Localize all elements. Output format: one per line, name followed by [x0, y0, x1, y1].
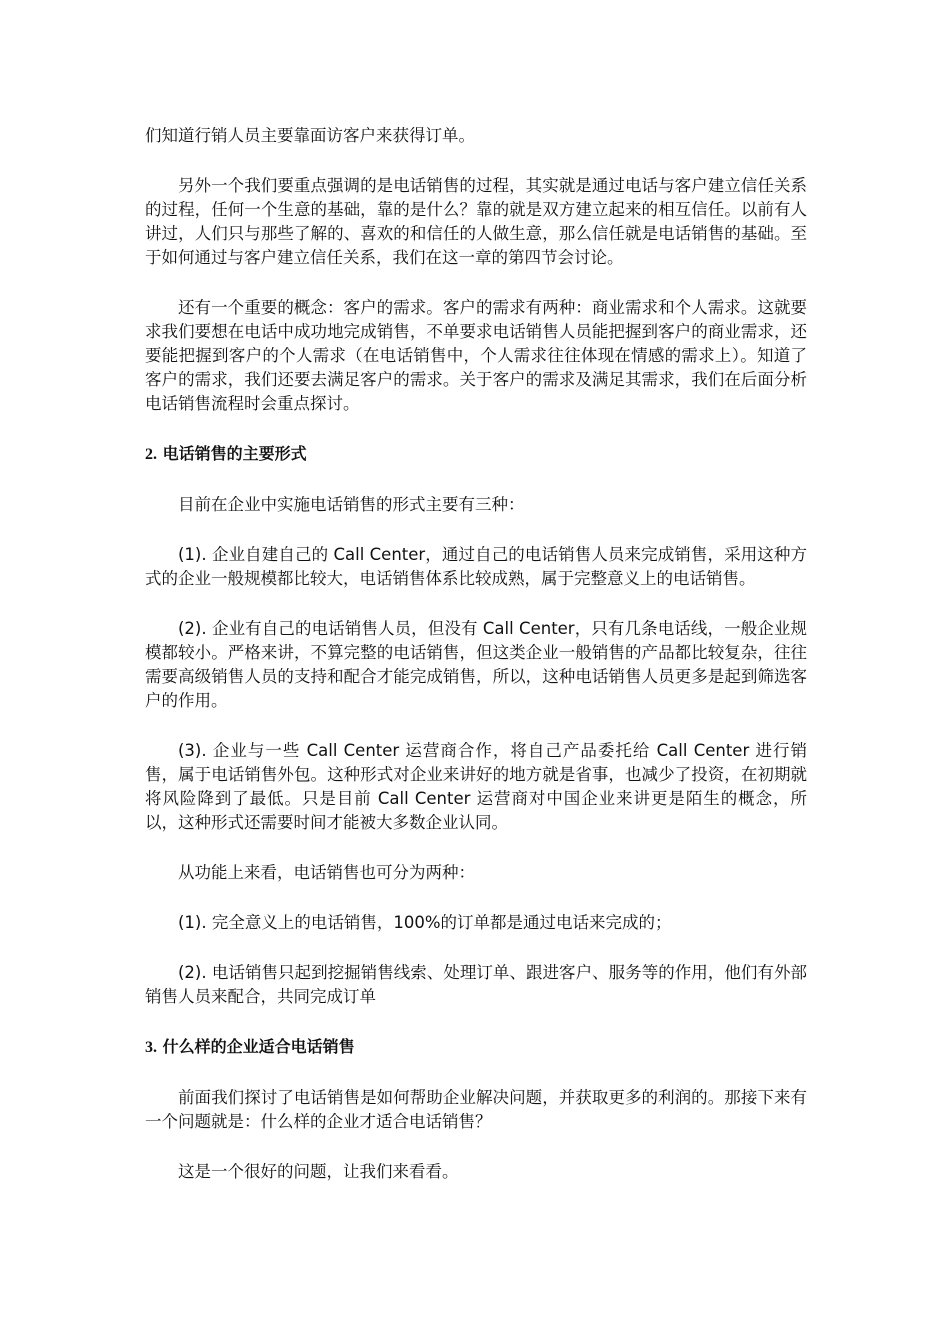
section-title: 电话销售的主要形式 — [162, 444, 307, 463]
paragraph: (2). 电话销售只起到挖掘销售线索、处理订单、跟进客户、服务等的作用，他们有外部销售人员来配合，共同完成订单 — [145, 963, 807, 1006]
paragraph: (2). 企业有自己的电话销售人员，但没有 Call Center，只有几条电话线，一般企业规模都较小。严格来讲，不算完整的电话销售，但这类企业一般销售的产品都比较复杂，往往需要高级销售人员的支持和配合才能完成销售，所以，这种电话销售人员更多是起到筛选客户的作用。 — [145, 619, 807, 710]
section-number: 2. — [145, 446, 157, 463]
paragraph: 从功能上来看，电话销售也可分为两种： — [178, 863, 475, 882]
paragraph: (1). 企业自建自己的 Call Center，通过自己的电话销售人员来完成销售，采用这种方式的企业一般规模都比较大，电话销售体系比较成熟，属于完整意义上的电话销售。 — [145, 545, 807, 588]
paragraph: 这是一个很好的问题，让我们来看看。 — [178, 1162, 459, 1181]
paragraph: 们知道行销人员主要靠面访客户来获得订单。 — [145, 126, 475, 145]
section-heading — [145, 442, 807, 467]
paragraph: 前面我们探讨了电话销售是如何帮助企业解决问题，并获取更多的利润的。那接下来有一个问题就是：什么样的企业才适合电话销售？ — [145, 1088, 807, 1131]
paragraph: 目前在企业中实施电话销售的形式主要有三种： — [178, 495, 525, 514]
paragraph: (3). 企业与一些 Call Center 运营商合作，将自己产品委托给 Call Center 进行销售，属于电话销售外包。这种形式对企业来讲好的地方就是省事，也减少了投资，在初期就将风险降到了最低。只是目前 Call Center 运营商对中国企业来讲更是陌生的概念，所以，这种形式还需要时间才能被大多数企业认同。 — [145, 741, 807, 832]
paragraph: 还有一个重要的概念：客户的需求。客户的需求有两种：商业需求和个人需求。这就要求我们要想在电话中成功地完成销售，不单要求电话销售人员能把握到客户的商业需求，还要能把握到客户的个人需求（在电话销售中，个人需求往往体现在情感的需求上）。知道了客户的需求，我们还要去满足客户的需求。关于客户的需求及满足其需求，我们在后面分析电话销售流程时会重点探讨。 — [145, 298, 807, 413]
document-page — [145, 124, 807, 1210]
section-heading — [145, 1035, 807, 1060]
section-title: 什么样的企业适合电话销售 — [162, 1037, 355, 1056]
section-number: 3. — [145, 1039, 157, 1056]
paragraph: (1). 完全意义上的电话销售，100%的订单都是通过电话来完成的； — [178, 913, 672, 932]
paragraph: 另外一个我们要重点强调的是电话销售的过程，其实就是通过电话与客户建立信任关系的过程，任何一个生意的基础，靠的是什么？靠的就是双方建立起来的相互信任。以前有人讲过，人们只与那些了解的、喜欢的和信任的人做生意，那么信任就是电话销售的基础。至于如何通过与客户建立信任关系，我们在这一章的第四节会讨论。 — [145, 176, 807, 267]
